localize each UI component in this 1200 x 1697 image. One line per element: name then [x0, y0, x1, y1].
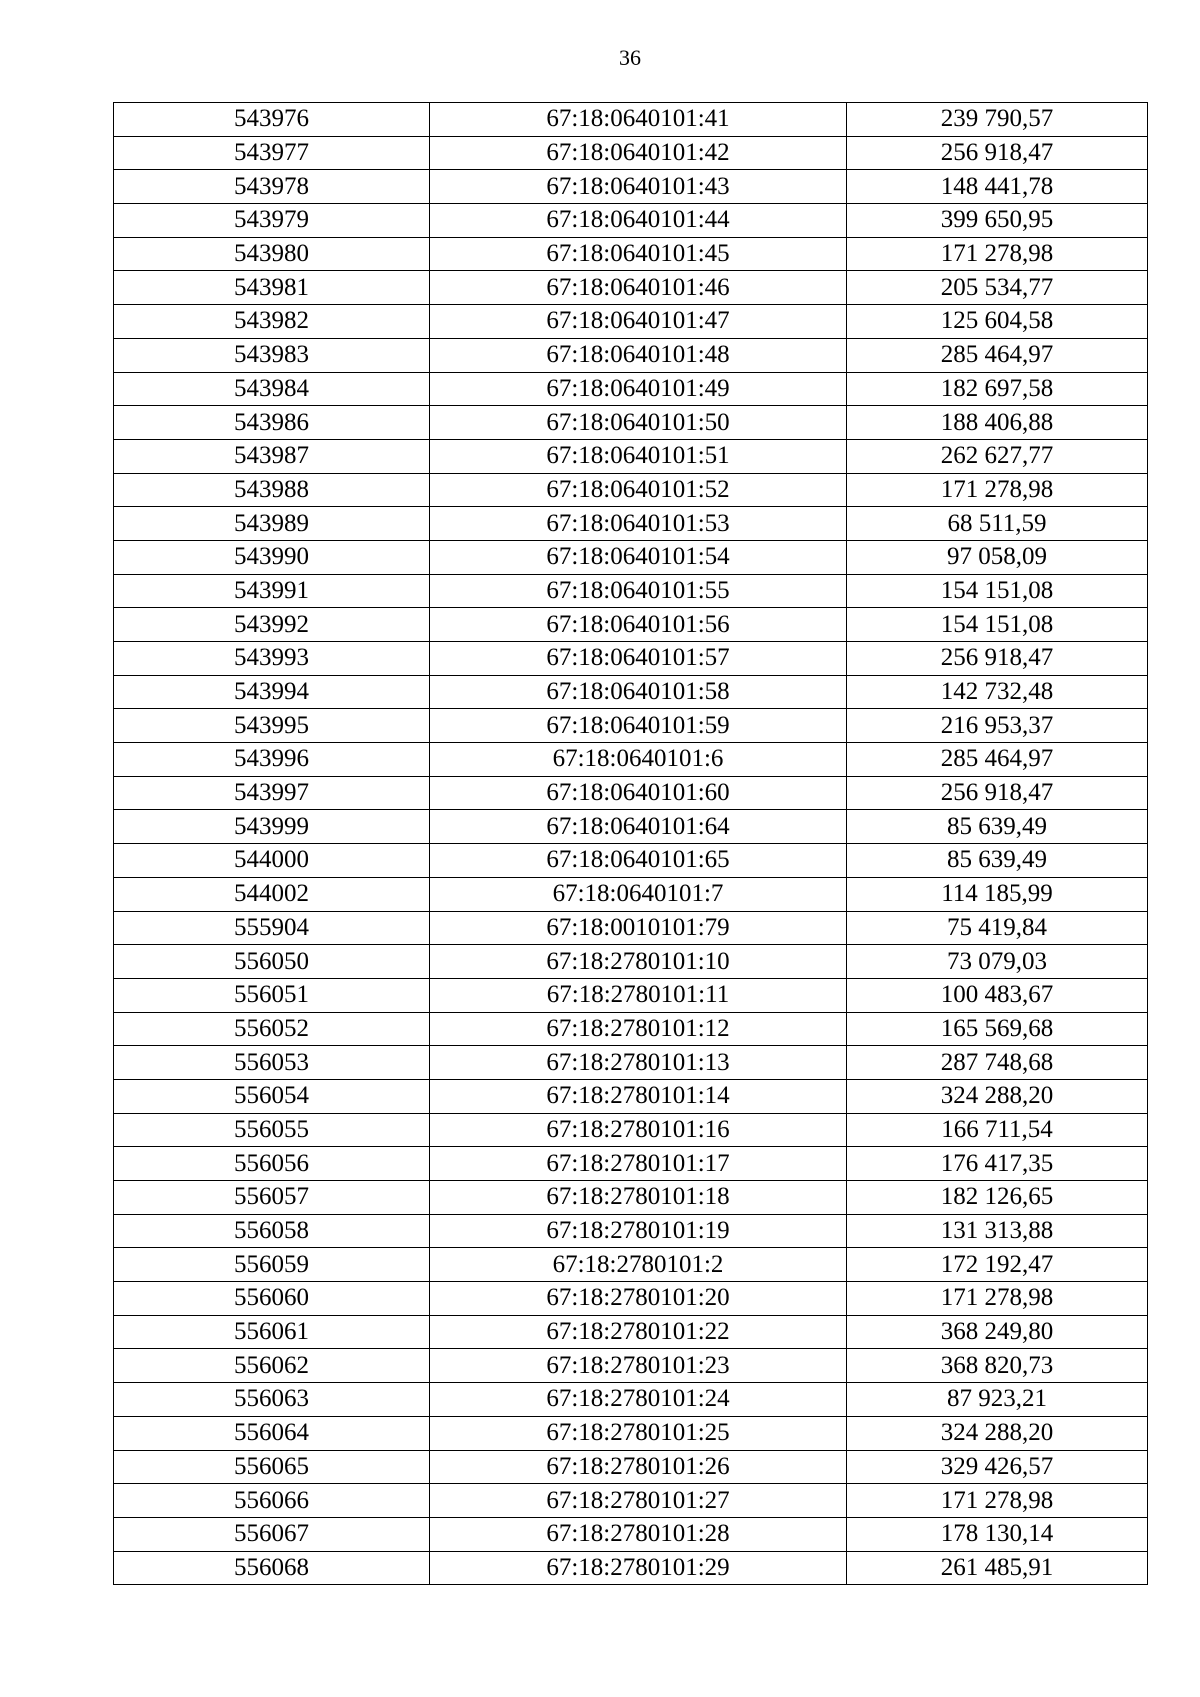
object-id-cell: 544002 [114, 877, 430, 911]
data-table [113, 102, 1148, 1585]
table-row [114, 877, 1148, 911]
table-row [114, 372, 1148, 406]
table-row [114, 338, 1148, 372]
table-row [114, 1012, 1148, 1046]
object-id-cell: 543979 [114, 204, 430, 238]
value-cell: 114 185,99 [847, 877, 1148, 911]
value-cell: 171 278,98 [847, 237, 1148, 271]
object-id-cell: 544000 [114, 844, 430, 878]
table-row [114, 1450, 1148, 1484]
cadastral-number-cell: 67:18:2780101:23 [430, 1349, 847, 1383]
value-cell: 75 419,84 [847, 911, 1148, 945]
cadastral-number-cell: 67:18:0640101:59 [430, 709, 847, 743]
cadastral-number-cell: 67:18:2780101:2 [430, 1248, 847, 1282]
object-id-cell: 543997 [114, 776, 430, 810]
table-row [114, 1484, 1148, 1518]
cadastral-number-cell: 67:18:0640101:55 [430, 574, 847, 608]
table-row [114, 844, 1148, 878]
table-row [114, 170, 1148, 204]
cadastral-number-cell: 67:18:2780101:28 [430, 1517, 847, 1551]
cadastral-number-cell: 67:18:0640101:6 [430, 743, 847, 777]
cadastral-number-cell: 67:18:0640101:47 [430, 305, 847, 339]
table-row [114, 1282, 1148, 1316]
table-row [114, 507, 1148, 541]
object-id-cell: 556059 [114, 1248, 430, 1282]
cadastral-number-cell: 67:18:0640101:51 [430, 439, 847, 473]
table-row [114, 608, 1148, 642]
cadastral-number-cell: 67:18:0640101:53 [430, 507, 847, 541]
table-row [114, 237, 1148, 271]
object-id-cell: 543994 [114, 675, 430, 709]
table-row [114, 1079, 1148, 1113]
cadastral-number-cell: 67:18:2780101:12 [430, 1012, 847, 1046]
cadastral-number-cell: 67:18:2780101:17 [430, 1147, 847, 1181]
object-id-cell: 556061 [114, 1315, 430, 1349]
cadastral-number-cell: 67:18:0640101:54 [430, 540, 847, 574]
value-cell: 165 569,68 [847, 1012, 1148, 1046]
object-id-cell: 543984 [114, 372, 430, 406]
value-cell: 171 278,98 [847, 473, 1148, 507]
table-row [114, 1214, 1148, 1248]
value-cell: 85 639,49 [847, 844, 1148, 878]
object-id-cell: 556053 [114, 1046, 430, 1080]
page-number: 36 [619, 45, 641, 70]
value-cell: 154 151,08 [847, 574, 1148, 608]
value-cell: 368 820,73 [847, 1349, 1148, 1383]
object-id-cell: 543993 [114, 642, 430, 676]
object-id-cell: 556067 [114, 1517, 430, 1551]
cadastral-number-cell: 67:18:0640101:64 [430, 810, 847, 844]
cadastral-number-cell: 67:18:2780101:18 [430, 1181, 847, 1215]
object-id-cell: 556050 [114, 945, 430, 979]
object-id-cell: 543983 [114, 338, 430, 372]
object-id-cell: 543986 [114, 406, 430, 440]
value-cell: 287 748,68 [847, 1046, 1148, 1080]
cadastral-number-cell: 67:18:0640101:45 [430, 237, 847, 271]
object-id-cell: 556065 [114, 1450, 430, 1484]
object-id-cell: 543999 [114, 810, 430, 844]
object-id-cell: 543976 [114, 103, 430, 137]
cadastral-number-cell: 67:18:2780101:24 [430, 1383, 847, 1417]
table-body [114, 103, 1148, 1585]
table-row [114, 574, 1148, 608]
value-cell: 324 288,20 [847, 1416, 1148, 1450]
cadastral-number-cell: 67:18:0010101:79 [430, 911, 847, 945]
table-row [114, 776, 1148, 810]
table-row [114, 1416, 1148, 1450]
cadastral-number-cell: 67:18:2780101:29 [430, 1551, 847, 1585]
object-id-cell: 556056 [114, 1147, 430, 1181]
cadastral-number-cell: 67:18:2780101:16 [430, 1113, 847, 1147]
value-cell: 166 711,54 [847, 1113, 1148, 1147]
value-cell: 262 627,77 [847, 439, 1148, 473]
cadastral-number-cell: 67:18:2780101:22 [430, 1315, 847, 1349]
cadastral-number-cell: 67:18:0640101:42 [430, 136, 847, 170]
object-id-cell: 543991 [114, 574, 430, 608]
cadastral-number-cell: 67:18:0640101:50 [430, 406, 847, 440]
object-id-cell: 543990 [114, 540, 430, 574]
object-id-cell: 556058 [114, 1214, 430, 1248]
object-id-cell: 556055 [114, 1113, 430, 1147]
table-row [114, 1349, 1148, 1383]
table-row [114, 642, 1148, 676]
object-id-cell: 543992 [114, 608, 430, 642]
value-cell: 68 511,59 [847, 507, 1148, 541]
table-row [114, 1315, 1148, 1349]
table-row [114, 743, 1148, 777]
value-cell: 368 249,80 [847, 1315, 1148, 1349]
object-id-cell: 543980 [114, 237, 430, 271]
value-cell: 256 918,47 [847, 136, 1148, 170]
table-row [114, 439, 1148, 473]
value-cell: 329 426,57 [847, 1450, 1148, 1484]
table-row [114, 271, 1148, 305]
cadastral-number-cell: 67:18:2780101:13 [430, 1046, 847, 1080]
cadastral-number-cell: 67:18:0640101:41 [430, 103, 847, 137]
value-cell: 73 079,03 [847, 945, 1148, 979]
value-cell: 148 441,78 [847, 170, 1148, 204]
value-cell: 131 313,88 [847, 1214, 1148, 1248]
table-row [114, 1046, 1148, 1080]
object-id-cell: 556066 [114, 1484, 430, 1518]
object-id-cell: 543996 [114, 743, 430, 777]
object-id-cell: 543987 [114, 439, 430, 473]
table-row [114, 978, 1148, 1012]
cadastral-number-cell: 67:18:0640101:46 [430, 271, 847, 305]
value-cell: 142 732,48 [847, 675, 1148, 709]
table-row [114, 911, 1148, 945]
cadastral-number-cell: 67:18:0640101:52 [430, 473, 847, 507]
table-row [114, 1383, 1148, 1417]
table-row [114, 810, 1148, 844]
value-cell: 171 278,98 [847, 1282, 1148, 1316]
value-cell: 261 485,91 [847, 1551, 1148, 1585]
table-row [114, 1113, 1148, 1147]
table-row [114, 406, 1148, 440]
value-cell: 171 278,98 [847, 1484, 1148, 1518]
object-id-cell: 556064 [114, 1416, 430, 1450]
object-id-cell: 555904 [114, 911, 430, 945]
value-cell: 176 417,35 [847, 1147, 1148, 1181]
table-row [114, 945, 1148, 979]
value-cell: 256 918,47 [847, 776, 1148, 810]
cadastral-number-cell: 67:18:2780101:20 [430, 1282, 847, 1316]
value-cell: 188 406,88 [847, 406, 1148, 440]
cadastral-number-cell: 67:18:0640101:7 [430, 877, 847, 911]
cadastral-number-cell: 67:18:2780101:27 [430, 1484, 847, 1518]
cadastral-number-cell: 67:18:0640101:43 [430, 170, 847, 204]
cadastral-number-cell: 67:18:0640101:57 [430, 642, 847, 676]
cadastral-number-cell: 67:18:0640101:65 [430, 844, 847, 878]
value-cell: 172 192,47 [847, 1248, 1148, 1282]
object-id-cell: 556057 [114, 1181, 430, 1215]
cadastral-number-cell: 67:18:0640101:48 [430, 338, 847, 372]
table-row [114, 675, 1148, 709]
table-row [114, 1248, 1148, 1282]
value-cell: 205 534,77 [847, 271, 1148, 305]
object-id-cell: 556052 [114, 1012, 430, 1046]
value-cell: 178 130,14 [847, 1517, 1148, 1551]
cadastral-number-cell: 67:18:2780101:25 [430, 1416, 847, 1450]
data-table-container [113, 102, 1148, 1585]
object-id-cell: 543977 [114, 136, 430, 170]
cadastral-number-cell: 67:18:2780101:10 [430, 945, 847, 979]
object-id-cell: 556054 [114, 1079, 430, 1113]
object-id-cell: 556068 [114, 1551, 430, 1585]
object-id-cell: 543982 [114, 305, 430, 339]
cadastral-number-cell: 67:18:0640101:60 [430, 776, 847, 810]
object-id-cell: 543989 [114, 507, 430, 541]
cadastral-number-cell: 67:18:2780101:26 [430, 1450, 847, 1484]
value-cell: 324 288,20 [847, 1079, 1148, 1113]
object-id-cell: 556062 [114, 1349, 430, 1383]
cadastral-number-cell: 67:18:2780101:19 [430, 1214, 847, 1248]
table-row [114, 103, 1148, 137]
value-cell: 125 604,58 [847, 305, 1148, 339]
value-cell: 97 058,09 [847, 540, 1148, 574]
object-id-cell: 556060 [114, 1282, 430, 1316]
table-row [114, 204, 1148, 238]
table-row [114, 1181, 1148, 1215]
cadastral-number-cell: 67:18:2780101:11 [430, 978, 847, 1012]
value-cell: 182 126,65 [847, 1181, 1148, 1215]
table-row [114, 1147, 1148, 1181]
table-row [114, 540, 1148, 574]
table-row [114, 136, 1148, 170]
value-cell: 399 650,95 [847, 204, 1148, 238]
cadastral-number-cell: 67:18:0640101:56 [430, 608, 847, 642]
cadastral-number-cell: 67:18:0640101:49 [430, 372, 847, 406]
table-row [114, 473, 1148, 507]
value-cell: 182 697,58 [847, 372, 1148, 406]
table-row [114, 709, 1148, 743]
table-row [114, 1517, 1148, 1551]
table-row [114, 305, 1148, 339]
object-id-cell: 556051 [114, 978, 430, 1012]
cadastral-number-cell: 67:18:0640101:58 [430, 675, 847, 709]
object-id-cell: 543988 [114, 473, 430, 507]
object-id-cell: 543978 [114, 170, 430, 204]
value-cell: 85 639,49 [847, 810, 1148, 844]
value-cell: 239 790,57 [847, 103, 1148, 137]
value-cell: 285 464,97 [847, 743, 1148, 777]
cadastral-number-cell: 67:18:0640101:44 [430, 204, 847, 238]
value-cell: 154 151,08 [847, 608, 1148, 642]
object-id-cell: 543995 [114, 709, 430, 743]
cadastral-number-cell: 67:18:2780101:14 [430, 1079, 847, 1113]
value-cell: 285 464,97 [847, 338, 1148, 372]
value-cell: 87 923,21 [847, 1383, 1148, 1417]
value-cell: 100 483,67 [847, 978, 1148, 1012]
value-cell: 216 953,37 [847, 709, 1148, 743]
object-id-cell: 556063 [114, 1383, 430, 1417]
object-id-cell: 543981 [114, 271, 430, 305]
table-row [114, 1551, 1148, 1585]
value-cell: 256 918,47 [847, 642, 1148, 676]
